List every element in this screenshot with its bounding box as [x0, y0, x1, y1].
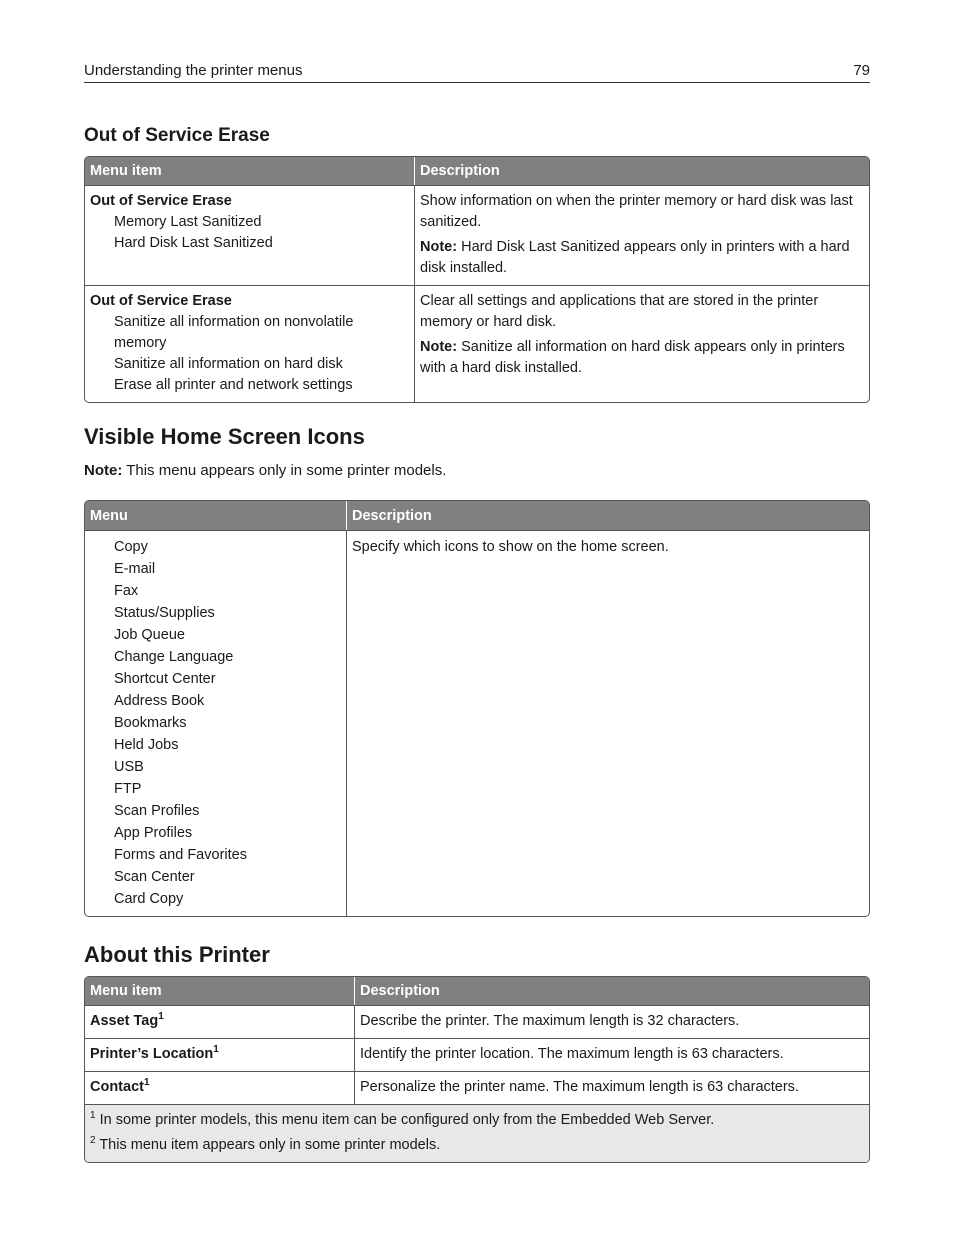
list-item: Status/Supplies: [114, 605, 215, 621]
menu-title: Out of Service Erase: [90, 193, 232, 209]
description-cell: [414, 185, 869, 285]
footnote-mark: 2: [90, 1135, 96, 1147]
page-header: [84, 60, 870, 83]
vhsi-note: [84, 462, 446, 479]
list-item: Bookmarks: [114, 715, 187, 731]
list-item: Forms and Favorites: [114, 847, 247, 863]
footnote-ref: 1: [158, 1011, 164, 1023]
note-label: Note:: [84, 462, 123, 479]
menu-title: Out of Service Erase: [90, 293, 232, 309]
column-header-menu: Menu: [85, 501, 346, 530]
note-label: Note:: [420, 339, 458, 355]
menu-cell: [85, 530, 346, 916]
oos-heading: Out of Service Erase: [84, 125, 270, 146]
list-item: FTP: [114, 781, 142, 797]
description-cell: Personalize the printer name. The maximum length is 63 characters.: [354, 1071, 869, 1104]
list-item: App Profiles: [114, 825, 193, 841]
column-header-description: Description: [354, 977, 869, 1005]
menu-item-label: Printer’s Location: [90, 1046, 214, 1062]
table-header-row: [85, 501, 869, 530]
list-item: USB: [114, 759, 144, 775]
menu-subitem: Memory Last Sanitized: [114, 214, 262, 230]
description-cell: Specify which icons to show on the home screen.: [346, 530, 869, 916]
list-item: Job Queue: [114, 627, 185, 643]
list-item: Scan Center: [114, 869, 195, 885]
description-text: Clear all settings and applications that are stored in the printer memory or hard disk.: [420, 293, 819, 330]
list-item: Card Copy: [114, 891, 184, 907]
menu-cell: [85, 185, 414, 285]
footnote-cell: [85, 1104, 869, 1162]
table-row: [85, 285, 869, 402]
menu-subitem: Sanitize all information on hard disk: [114, 356, 343, 372]
footnote-text: In some printer models, this menu item can be configured only from the Embedded Web Server.: [95, 1112, 715, 1128]
page-number: 79: [853, 62, 870, 79]
column-header-menu-item: Menu item: [85, 157, 414, 185]
note-label: Note:: [420, 239, 458, 255]
menu-cell: [85, 1005, 354, 1038]
footnote-mark: 1: [90, 1110, 96, 1122]
list-item: Copy: [114, 539, 148, 555]
list-item: Held Jobs: [114, 737, 179, 753]
menu-cell: [85, 1038, 354, 1071]
footnote: [90, 1110, 864, 1131]
table-header-row: [85, 977, 869, 1005]
description-cell: Identify the printer location. The maximum length is 63 characters.: [354, 1038, 869, 1071]
oos-table: [84, 156, 870, 403]
footnote-ref: 1: [143, 1077, 150, 1089]
menu-item-label: Contact: [90, 1079, 144, 1095]
footnote-ref: 1: [213, 1044, 219, 1056]
table-row: [85, 530, 869, 916]
note-paragraph: [420, 337, 864, 379]
menu-subitem: Erase all printer and network settings: [114, 377, 353, 393]
about-heading: About this Printer: [84, 942, 270, 967]
footnote: [90, 1135, 864, 1156]
description-cell: Describe the printer. The maximum length is 32 characters.: [354, 1005, 869, 1038]
list-item: Address Book: [114, 693, 205, 709]
list-item: E-mail: [114, 561, 156, 577]
vhsi-heading: Visible Home Screen Icons: [84, 424, 365, 449]
list-item: Shortcut Center: [114, 671, 216, 687]
list-item: Scan Profiles: [114, 803, 200, 819]
note-paragraph: [420, 237, 864, 279]
menu-subitem: Sanitize all information on nonvolatile memory: [114, 314, 354, 351]
column-header-menu-item: Menu item: [85, 977, 354, 1005]
description-text: Show information on when the printer memory or hard disk was last sanitized.: [420, 193, 853, 230]
table-row: [85, 1071, 869, 1104]
menu-cell: [85, 285, 414, 402]
note-text: This menu appears only in some printer models.: [122, 462, 447, 479]
list-item: Fax: [114, 583, 139, 599]
vhsi-table: [84, 500, 870, 917]
footnote-text: This menu item appears only in some printer models.: [95, 1137, 441, 1153]
footnote-row: [85, 1104, 869, 1162]
note-text: Hard Disk Last Sanitized appears only in printers with a hard disk installed.: [420, 239, 850, 276]
menu-subitem: Hard Disk Last Sanitized: [114, 235, 273, 251]
note-text: Sanitize all information on hard disk appears only in printers with a hard disk installed.: [420, 339, 845, 376]
column-header-description: Description: [414, 157, 869, 185]
menu-item-label: Asset Tag: [90, 1013, 159, 1029]
table-header-row: [85, 157, 869, 185]
column-header-description: Description: [346, 501, 869, 530]
table-row: [85, 185, 869, 285]
table-row: [85, 1038, 869, 1071]
running-header-title: Understanding the printer menus: [84, 62, 303, 79]
about-table: [84, 976, 870, 1163]
description-cell: [414, 285, 869, 402]
menu-cell: [85, 1071, 354, 1104]
list-item: Change Language: [114, 649, 234, 665]
table-row: [85, 1005, 869, 1038]
